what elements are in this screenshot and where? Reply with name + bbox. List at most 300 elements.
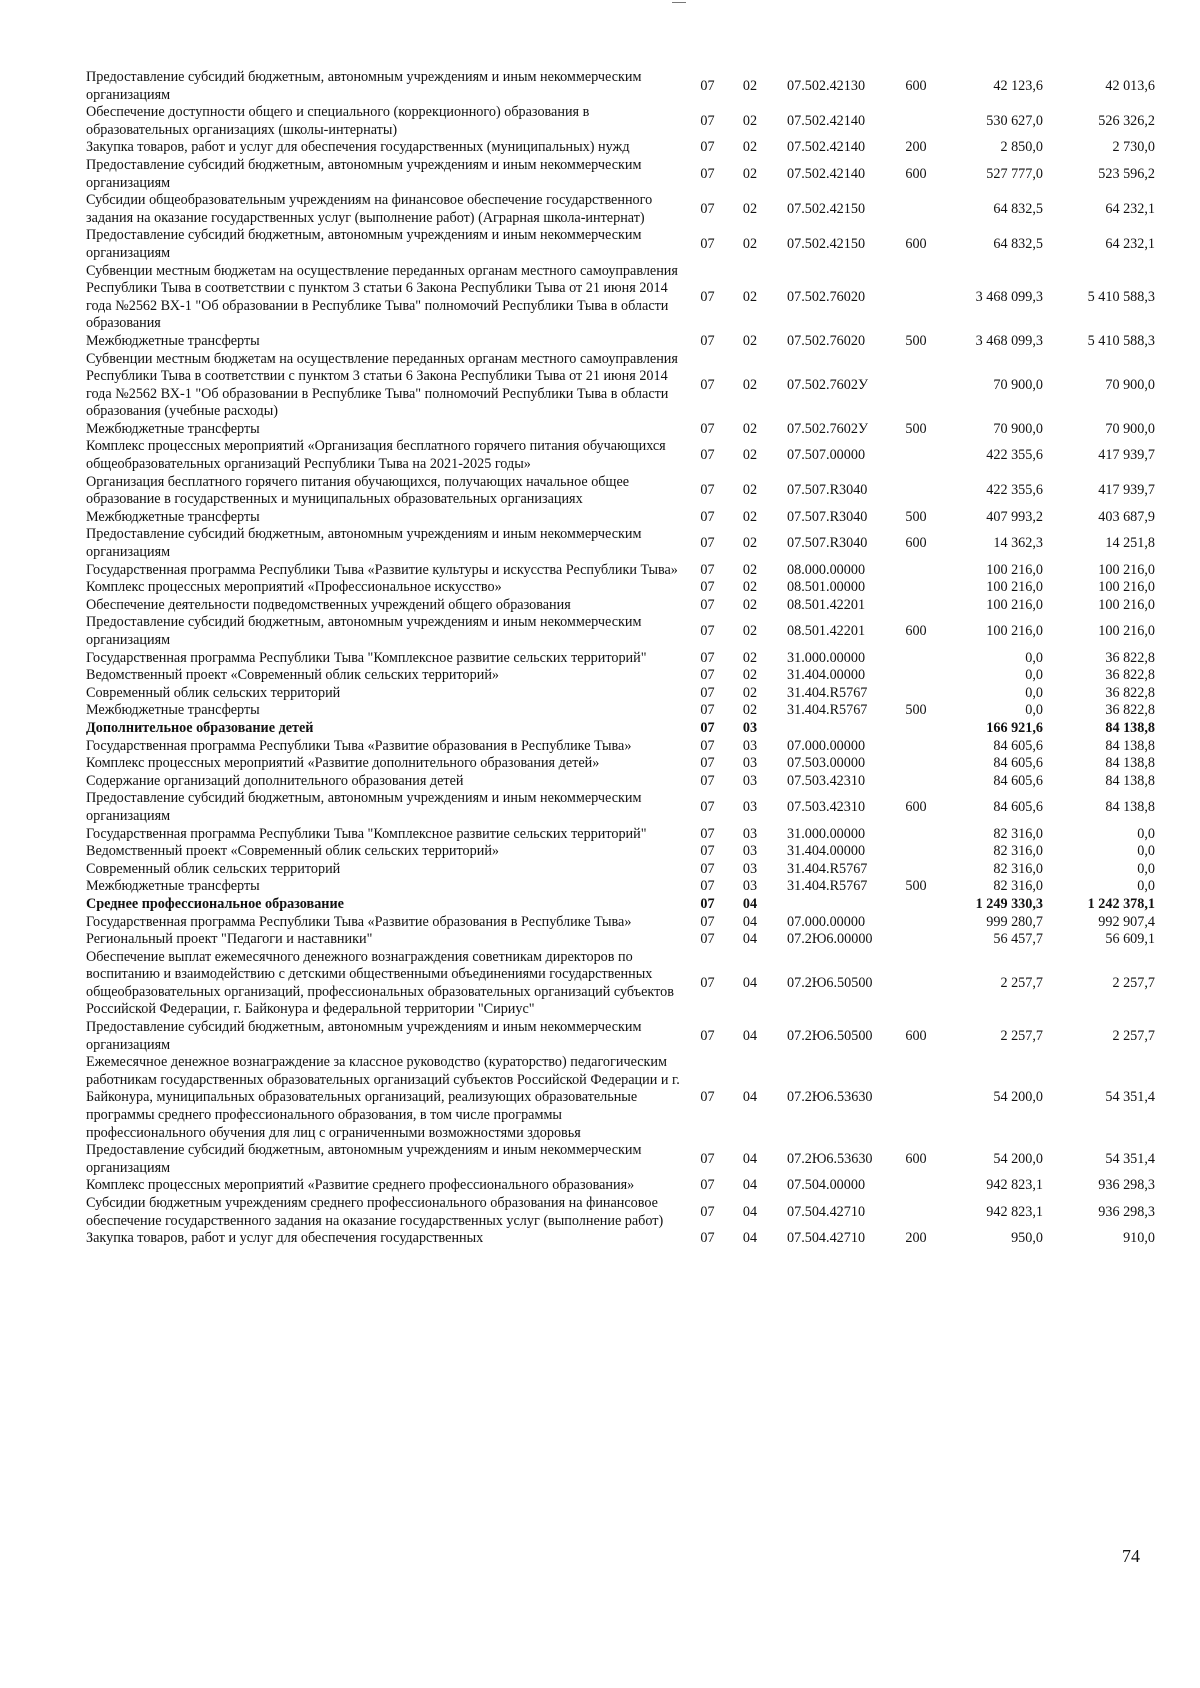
row-expense-type bbox=[891, 1177, 941, 1195]
row-subsection-code: 02 bbox=[742, 447, 758, 464]
row-section-code: 07 bbox=[700, 200, 715, 217]
row-amount-year-2: 5 410 588,3 bbox=[1087, 288, 1155, 305]
row-expense-type bbox=[891, 597, 941, 615]
row-target-article bbox=[775, 896, 891, 914]
row-amount-year-2: 2 257,7 bbox=[1112, 975, 1155, 992]
row-expense-type bbox=[891, 438, 941, 473]
row-amount-year-1: 942 823,1 bbox=[986, 1177, 1043, 1194]
row-amount-year-1: 0,0 bbox=[1025, 684, 1043, 701]
row-amount-year-1: 84 605,6 bbox=[993, 799, 1043, 816]
table-body bbox=[86, 69, 1155, 1248]
row-name: Предоставление субсидий бюджетным, автономным учреждениям и иным некоммерческим организациям bbox=[86, 227, 642, 261]
row-amount-year-2: 523 596,2 bbox=[1098, 165, 1155, 182]
row-target-article bbox=[775, 720, 891, 738]
table-row bbox=[86, 614, 1155, 649]
row-target-article: 07.504.42710 bbox=[787, 1230, 866, 1247]
row-subsection-code: 02 bbox=[742, 139, 758, 156]
row-section-code: 07 bbox=[700, 332, 715, 349]
row-name: Субсидии бюджетным учреждениям среднего профессионального образования на финансовое обеспечение государственного задания на оказание государственных услуг (выполнение работ) bbox=[86, 1195, 664, 1229]
row-expense-type bbox=[891, 931, 941, 949]
table-row bbox=[86, 826, 1155, 844]
row-subsection-code: 04 bbox=[742, 913, 758, 930]
table-row bbox=[86, 438, 1155, 473]
row-subsection-code: 04 bbox=[742, 975, 758, 992]
row-amount-year-2: 42 013,6 bbox=[1105, 77, 1155, 94]
row-target-article: 07.507.00000 bbox=[787, 447, 866, 464]
row-amount-year-1: 2 257,7 bbox=[1000, 1027, 1043, 1044]
table-row bbox=[86, 667, 1155, 685]
row-amount-year-1: 407 993,2 bbox=[986, 508, 1043, 525]
row-target-article: 08.501.00000 bbox=[787, 579, 866, 596]
row-section-code: 07 bbox=[700, 447, 715, 464]
row-section-code: 07 bbox=[700, 77, 715, 94]
table-row bbox=[86, 1054, 1155, 1142]
row-amount-year-2: 64 232,1 bbox=[1105, 200, 1155, 217]
row-name: Субвенции местным бюджетам на осуществление переданных органам местного самоуправления Республики Тыва в соответствии с пунктом 3 статьи 6 Закона Республики Тыва от 21 июня 2014 года №2562 ВХ-1 "Об образовании в Республике Тыва" полномочий Республики Тыва в области образования bbox=[86, 262, 678, 332]
table-row bbox=[86, 702, 1155, 720]
table-row bbox=[86, 1019, 1155, 1054]
row-section-code: 07 bbox=[700, 975, 715, 992]
row-section-code: 07 bbox=[700, 667, 715, 684]
row-name: Предоставление субсидий бюджетным, автономным учреждениям и иным некоммерческим организациям bbox=[86, 69, 642, 103]
row-subsection-code: 02 bbox=[742, 236, 758, 253]
table-row bbox=[86, 227, 1155, 262]
row-amount-year-2: 84 138,8 bbox=[1105, 772, 1155, 789]
row-target-article: 07.502.76020 bbox=[787, 332, 866, 349]
row-target-article: 07.502.42130 bbox=[787, 77, 866, 94]
row-amount-year-1: 54 200,0 bbox=[993, 1089, 1043, 1106]
row-amount-year-1: 14 362,3 bbox=[993, 535, 1043, 552]
table-row bbox=[86, 738, 1155, 756]
row-name: Предоставление субсидий бюджетным, автономным учреждениям и иным некоммерческим организациям bbox=[86, 790, 642, 824]
row-section-code: 07 bbox=[700, 895, 715, 912]
row-amount-year-1: 84 605,6 bbox=[993, 755, 1043, 772]
table-row bbox=[86, 509, 1155, 527]
row-amount-year-2: 1 242 378,1 bbox=[1087, 895, 1155, 912]
row-subsection-code: 02 bbox=[742, 649, 758, 666]
row-amount-year-1: 422 355,6 bbox=[986, 482, 1043, 499]
row-subsection-code: 02 bbox=[742, 561, 758, 578]
row-target-article: 07.2Ю6.53630 bbox=[787, 1089, 873, 1106]
row-amount-year-2: 84 138,8 bbox=[1105, 799, 1155, 816]
row-section-code: 07 bbox=[700, 561, 715, 578]
row-expense-type bbox=[891, 755, 941, 773]
row-subsection-code: 03 bbox=[742, 799, 758, 816]
row-target-article: 31.404.R5767 bbox=[787, 702, 868, 719]
table-row bbox=[86, 914, 1155, 932]
row-target-article: 07.502.7602У bbox=[787, 376, 868, 393]
row-subsection-code: 03 bbox=[742, 737, 758, 754]
row-section-code: 07 bbox=[700, 860, 715, 877]
row-subsection-code: 03 bbox=[742, 860, 758, 877]
row-target-article: 31.404.R5767 bbox=[787, 860, 868, 877]
row-amount-year-2: 5 410 588,3 bbox=[1087, 332, 1155, 349]
row-section-code: 07 bbox=[700, 623, 715, 640]
row-target-article: 07.507.R3040 bbox=[787, 535, 868, 552]
row-amount-year-1: 530 627,0 bbox=[986, 112, 1043, 129]
row-section-code: 07 bbox=[700, 1203, 715, 1220]
row-amount-year-1: 100 216,0 bbox=[986, 561, 1043, 578]
row-name: Межбюджетные трансферты bbox=[86, 332, 260, 349]
row-expense-type bbox=[891, 861, 941, 879]
row-name: Комплекс процессных мероприятий «Профессиональное искусство» bbox=[86, 579, 502, 596]
row-amount-year-1: 0,0 bbox=[1025, 649, 1043, 666]
row-name: Межбюджетные трансферты bbox=[86, 508, 260, 525]
row-amount-year-1: 64 832,5 bbox=[993, 200, 1043, 217]
table-row bbox=[86, 421, 1155, 439]
row-subsection-code: 02 bbox=[742, 77, 758, 94]
table-row bbox=[86, 474, 1155, 509]
row-name: Предоставление субсидий бюджетным, автономным учреждениям и иным некоммерческим организациям bbox=[86, 156, 642, 191]
row-name: Закупка товаров, работ и услуг для обеспечения государственных bbox=[86, 1230, 484, 1247]
table-row bbox=[86, 333, 1155, 351]
table-row bbox=[86, 878, 1155, 896]
row-target-article: 07.502.7602У bbox=[787, 420, 868, 437]
row-amount-year-1: 64 832,5 bbox=[993, 236, 1043, 253]
row-section-code: 07 bbox=[700, 719, 715, 736]
row-name: Предоставление субсидий бюджетным, автономным учреждениям и иным некоммерческим организациям bbox=[86, 1142, 642, 1176]
row-name: Межбюджетные трансферты bbox=[86, 420, 260, 437]
row-amount-year-1: 2 257,7 bbox=[1000, 975, 1043, 992]
row-amount-year-2: 36 822,8 bbox=[1105, 684, 1155, 701]
row-expense-type bbox=[891, 843, 941, 861]
table-row bbox=[86, 1195, 1155, 1230]
row-expense-type bbox=[891, 579, 941, 597]
table-row bbox=[86, 157, 1155, 192]
row-amount-year-2: 84 138,8 bbox=[1105, 719, 1155, 736]
row-section-code: 07 bbox=[700, 596, 715, 613]
row-subsection-code: 02 bbox=[742, 579, 758, 596]
row-target-article: 07.2Ю6.50500 bbox=[787, 1027, 873, 1044]
row-subsection-code: 02 bbox=[742, 200, 758, 217]
row-amount-year-1: 84 605,6 bbox=[993, 737, 1043, 754]
row-section-code: 07 bbox=[700, 1089, 715, 1106]
row-amount-year-1: 84 605,6 bbox=[993, 772, 1043, 789]
row-amount-year-2: 54 351,4 bbox=[1105, 1151, 1155, 1168]
row-amount-year-2: 14 251,8 bbox=[1105, 535, 1155, 552]
row-amount-year-1: 100 216,0 bbox=[986, 596, 1043, 613]
row-expense-type bbox=[891, 720, 941, 738]
row-name: Обеспечение доступности общего и специального (коррекционного) образования в образовательных организациях (школы-интернаты) bbox=[86, 104, 590, 138]
row-amount-year-2: 936 298,3 bbox=[1098, 1203, 1155, 1220]
row-amount-year-1: 3 468 099,3 bbox=[975, 288, 1043, 305]
row-amount-year-2: 36 822,8 bbox=[1105, 649, 1155, 666]
row-target-article: 31.404.00000 bbox=[787, 667, 866, 684]
row-amount-year-1: 82 316,0 bbox=[993, 860, 1043, 877]
row-amount-year-1: 54 200,0 bbox=[993, 1151, 1043, 1168]
row-subsection-code: 04 bbox=[742, 895, 758, 912]
table-row bbox=[86, 896, 1155, 914]
row-expense-type bbox=[891, 1054, 941, 1142]
row-target-article: 07.507.R3040 bbox=[787, 482, 868, 499]
row-target-article: 07.502.42150 bbox=[787, 236, 866, 253]
table-row bbox=[86, 351, 1155, 421]
row-target-article: 31.404.R5767 bbox=[787, 878, 868, 895]
row-amount-year-2: 0,0 bbox=[1137, 843, 1155, 860]
row-subsection-code: 02 bbox=[742, 112, 758, 129]
row-name: Комплекс процессных мероприятий «Развитие среднего профессионального образования» bbox=[86, 1177, 635, 1194]
row-name: Дополнительное образование детей bbox=[86, 719, 314, 736]
row-amount-year-1: 999 280,7 bbox=[986, 913, 1043, 930]
row-section-code: 07 bbox=[700, 508, 715, 525]
row-expense-type: 200 bbox=[905, 139, 927, 156]
row-expense-type: 200 bbox=[905, 1230, 927, 1247]
row-amount-year-1: 950,0 bbox=[1011, 1230, 1043, 1247]
row-amount-year-1: 82 316,0 bbox=[993, 825, 1043, 842]
row-expense-type: 600 bbox=[905, 535, 927, 552]
row-expense-type bbox=[891, 914, 941, 932]
row-expense-type: 500 bbox=[905, 508, 927, 525]
table-row bbox=[86, 1142, 1155, 1177]
row-amount-year-1: 100 216,0 bbox=[986, 623, 1043, 640]
row-amount-year-2: 526 326,2 bbox=[1098, 112, 1155, 129]
row-expense-type bbox=[891, 685, 941, 703]
row-section-code: 07 bbox=[700, 755, 715, 772]
row-amount-year-2: 417 939,7 bbox=[1098, 482, 1155, 499]
row-target-article: 07.507.R3040 bbox=[787, 508, 868, 525]
row-target-article: 07.504.42710 bbox=[787, 1203, 866, 1220]
row-amount-year-1: 82 316,0 bbox=[993, 843, 1043, 860]
row-expense-type bbox=[891, 650, 941, 668]
row-section-code: 07 bbox=[700, 420, 715, 437]
row-subsection-code: 04 bbox=[742, 1089, 758, 1106]
row-amount-year-1: 42 123,6 bbox=[993, 77, 1043, 94]
row-expense-type: 500 bbox=[905, 702, 927, 719]
row-amount-year-2: 70 900,0 bbox=[1105, 376, 1155, 393]
row-amount-year-1: 82 316,0 bbox=[993, 878, 1043, 895]
row-expense-type: 500 bbox=[905, 878, 927, 895]
row-expense-type bbox=[891, 949, 941, 1019]
row-amount-year-1: 0,0 bbox=[1025, 667, 1043, 684]
row-section-code: 07 bbox=[700, 1177, 715, 1194]
row-amount-year-1: 527 777,0 bbox=[986, 165, 1043, 182]
row-subsection-code: 04 bbox=[742, 1203, 758, 1220]
top-scan-mark bbox=[672, 2, 686, 3]
row-section-code: 07 bbox=[700, 799, 715, 816]
row-name: Субвенции местным бюджетам на осуществление переданных органам местного самоуправления Республики Тыва в соответствии с пунктом 3 статьи 6 Закона Республики Тыва от 21 июня 2014 года №2562 ВХ-1 "Об образовании в Республике Тыва" полномочий Республики Тыва в области образования (учебные расходы) bbox=[86, 350, 678, 420]
row-name: Межбюджетные трансферты bbox=[86, 702, 260, 719]
row-target-article: 08.501.42201 bbox=[787, 623, 866, 640]
row-expense-type: 600 bbox=[905, 77, 927, 94]
row-amount-year-1: 166 921,6 bbox=[986, 719, 1043, 736]
row-section-code: 07 bbox=[700, 112, 715, 129]
row-name: Среднее профессиональное образование bbox=[86, 895, 344, 912]
row-name: Региональный проект "Педагоги и наставники" bbox=[86, 931, 373, 948]
row-target-article: 31.404.00000 bbox=[787, 843, 866, 860]
row-amount-year-2: 417 939,7 bbox=[1098, 447, 1155, 464]
row-name: Ежемесячное денежное вознаграждение за классное руководство (кураторство) педагогическим работникам государственных образовательных организаций субъектов Российской Федерации и г. Байконура, муниципальных образовательных организаций, реализующих образовательные программы среднего профессионального образования, в том числе программы профессионального обучения для лиц с ограниченными возможностями здоровья bbox=[86, 1054, 680, 1141]
row-section-code: 07 bbox=[700, 931, 715, 948]
row-expense-type: 500 bbox=[905, 332, 927, 349]
row-amount-year-2: 56 609,1 bbox=[1105, 931, 1155, 948]
budget-table bbox=[86, 69, 1155, 1248]
row-amount-year-2: 936 298,3 bbox=[1098, 1177, 1155, 1194]
row-name: Комплекс процессных мероприятий «Организация бесплатного горячего питания обучающихся общеобразовательных организаций Республики Тыва на 2021-2025 годы» bbox=[86, 438, 666, 473]
row-target-article: 07.000.00000 bbox=[787, 737, 866, 754]
row-amount-year-2: 70 900,0 bbox=[1105, 420, 1155, 437]
row-subsection-code: 04 bbox=[742, 1177, 758, 1194]
row-expense-type: 600 bbox=[905, 1027, 927, 1044]
row-subsection-code: 02 bbox=[742, 420, 758, 437]
row-target-article: 31.404.R5767 bbox=[787, 684, 868, 701]
row-subsection-code: 02 bbox=[742, 332, 758, 349]
row-target-article: 07.502.42140 bbox=[787, 165, 866, 182]
row-expense-type bbox=[891, 826, 941, 844]
row-subsection-code: 02 bbox=[742, 667, 758, 684]
row-subsection-code: 03 bbox=[742, 719, 758, 736]
table-row bbox=[86, 685, 1155, 703]
row-amount-year-2: 910,0 bbox=[1123, 1230, 1155, 1247]
table-row bbox=[86, 562, 1155, 580]
row-subsection-code: 03 bbox=[742, 843, 758, 860]
row-expense-type bbox=[891, 104, 941, 139]
row-section-code: 07 bbox=[700, 684, 715, 701]
row-expense-type: 600 bbox=[905, 799, 927, 816]
page-number: 74 bbox=[1122, 1546, 1140, 1566]
table-row bbox=[86, 720, 1155, 738]
row-amount-year-2: 2 730,0 bbox=[1112, 139, 1155, 156]
row-target-article: 07.504.00000 bbox=[787, 1177, 866, 1194]
table-row bbox=[86, 192, 1155, 227]
row-section-code: 07 bbox=[700, 825, 715, 842]
row-name: Государственная программа Республики Тыва «Развитие образования в Республике Тыва» bbox=[86, 913, 632, 930]
row-amount-year-2: 2 257,7 bbox=[1112, 1027, 1155, 1044]
row-amount-year-2: 992 907,4 bbox=[1098, 913, 1155, 930]
row-subsection-code: 02 bbox=[742, 623, 758, 640]
row-amount-year-1: 422 355,6 bbox=[986, 447, 1043, 464]
row-amount-year-2: 84 138,8 bbox=[1105, 737, 1155, 754]
row-amount-year-1: 942 823,1 bbox=[986, 1203, 1043, 1220]
row-amount-year-2: 54 351,4 bbox=[1105, 1089, 1155, 1106]
row-expense-type bbox=[891, 1195, 941, 1230]
row-amount-year-2: 0,0 bbox=[1137, 860, 1155, 877]
table-row bbox=[86, 790, 1155, 825]
row-section-code: 07 bbox=[700, 535, 715, 552]
row-section-code: 07 bbox=[700, 288, 715, 305]
row-target-article: 07.502.76020 bbox=[787, 288, 866, 305]
row-section-code: 07 bbox=[700, 1151, 715, 1168]
row-section-code: 07 bbox=[700, 878, 715, 895]
row-amount-year-2: 84 138,8 bbox=[1105, 755, 1155, 772]
row-subsection-code: 02 bbox=[742, 596, 758, 613]
row-subsection-code: 04 bbox=[742, 931, 758, 948]
row-subsection-code: 02 bbox=[742, 376, 758, 393]
row-section-code: 07 bbox=[700, 236, 715, 253]
table-row bbox=[86, 650, 1155, 668]
row-expense-type bbox=[891, 474, 941, 509]
row-amount-year-1: 0,0 bbox=[1025, 702, 1043, 719]
row-section-code: 07 bbox=[700, 165, 715, 182]
row-amount-year-1: 70 900,0 bbox=[993, 376, 1043, 393]
row-subsection-code: 02 bbox=[742, 702, 758, 719]
row-name: Межбюджетные трансферты bbox=[86, 878, 260, 895]
row-subsection-code: 03 bbox=[742, 825, 758, 842]
table-row bbox=[86, 104, 1155, 139]
table-row bbox=[86, 597, 1155, 615]
table-row bbox=[86, 139, 1155, 157]
row-target-article: 07.2Ю6.00000 bbox=[787, 931, 873, 948]
table-row bbox=[86, 949, 1155, 1019]
row-target-article: 07.503.00000 bbox=[787, 755, 866, 772]
row-section-code: 07 bbox=[700, 1027, 715, 1044]
row-section-code: 07 bbox=[700, 913, 715, 930]
row-name: Современный облик сельских территорий bbox=[86, 684, 341, 701]
row-section-code: 07 bbox=[700, 649, 715, 666]
row-name: Государственная программа Республики Тыва "Комплексное развитие сельских территорий" bbox=[86, 825, 647, 842]
row-target-article: 08.000.00000 bbox=[787, 561, 866, 578]
table-row bbox=[86, 263, 1155, 333]
row-subsection-code: 03 bbox=[742, 878, 758, 895]
row-amount-year-1: 56 457,7 bbox=[993, 931, 1043, 948]
row-section-code: 07 bbox=[700, 737, 715, 754]
row-subsection-code: 02 bbox=[742, 684, 758, 701]
row-section-code: 07 bbox=[700, 139, 715, 156]
row-section-code: 07 bbox=[700, 579, 715, 596]
row-subsection-code: 02 bbox=[742, 288, 758, 305]
row-target-article: 07.2Ю6.53630 bbox=[787, 1151, 873, 1168]
row-section-code: 07 bbox=[700, 376, 715, 393]
row-expense-type bbox=[891, 738, 941, 756]
row-section-code: 07 bbox=[700, 1230, 715, 1247]
row-expense-type bbox=[891, 562, 941, 580]
row-expense-type bbox=[891, 351, 941, 421]
row-subsection-code: 04 bbox=[742, 1151, 758, 1168]
row-name: Ведомственный проект «Современный облик сельских территорий» bbox=[86, 667, 500, 684]
row-subsection-code: 04 bbox=[742, 1027, 758, 1044]
row-target-article: 07.503.42310 bbox=[787, 772, 866, 789]
row-subsection-code: 03 bbox=[742, 772, 758, 789]
table-row bbox=[86, 526, 1155, 561]
row-target-article: 07.502.42140 bbox=[787, 112, 866, 129]
row-target-article: 31.000.00000 bbox=[787, 825, 866, 842]
row-expense-type: 600 bbox=[905, 236, 927, 253]
row-amount-year-2: 36 822,8 bbox=[1105, 702, 1155, 719]
row-amount-year-2: 0,0 bbox=[1137, 825, 1155, 842]
row-name: Обеспечение деятельности подведомственных учреждений общего образования bbox=[86, 596, 571, 613]
row-expense-type: 600 bbox=[905, 165, 927, 182]
row-section-code: 07 bbox=[700, 843, 715, 860]
table-row bbox=[86, 1177, 1155, 1195]
row-section-code: 07 bbox=[700, 772, 715, 789]
row-amount-year-2: 64 232,1 bbox=[1105, 236, 1155, 253]
row-target-article: 07.502.42150 bbox=[787, 200, 866, 217]
row-name: Государственная программа Республики Тыва "Комплексное развитие сельских территорий" bbox=[86, 649, 647, 666]
row-expense-type bbox=[891, 773, 941, 791]
row-target-article: 08.501.42201 bbox=[787, 596, 866, 613]
row-amount-year-1: 70 900,0 bbox=[993, 420, 1043, 437]
table-row bbox=[86, 773, 1155, 791]
row-name: Закупка товаров, работ и услуг для обеспечения государственных (муниципальных) нужд bbox=[86, 139, 630, 156]
row-amount-year-1: 2 850,0 bbox=[1000, 139, 1043, 156]
row-amount-year-2: 0,0 bbox=[1137, 878, 1155, 895]
table-row bbox=[86, 861, 1155, 879]
row-subsection-code: 02 bbox=[742, 535, 758, 552]
row-amount-year-1: 3 468 099,3 bbox=[975, 332, 1043, 349]
row-subsection-code: 02 bbox=[742, 508, 758, 525]
row-expense-type: 600 bbox=[905, 1151, 927, 1168]
table-row bbox=[86, 755, 1155, 773]
row-amount-year-1: 100 216,0 bbox=[986, 579, 1043, 596]
row-expense-type bbox=[891, 263, 941, 333]
row-name: Государственная программа Республики Тыва «Развитие культуры и искусства Республики Тыва» bbox=[86, 561, 678, 578]
row-target-article: 07.000.00000 bbox=[787, 913, 866, 930]
row-expense-type bbox=[891, 896, 941, 914]
row-expense-type bbox=[891, 667, 941, 685]
row-name: Современный облик сельских территорий bbox=[86, 860, 341, 877]
row-expense-type bbox=[891, 192, 941, 227]
row-name: Субсидии общеобразовательным учреждениям на финансовое обеспечение государственного задания на оказание государственных услуг (выполнение работ) (Аграрная школа-интернат) bbox=[86, 192, 653, 226]
row-section-code: 07 bbox=[700, 482, 715, 499]
